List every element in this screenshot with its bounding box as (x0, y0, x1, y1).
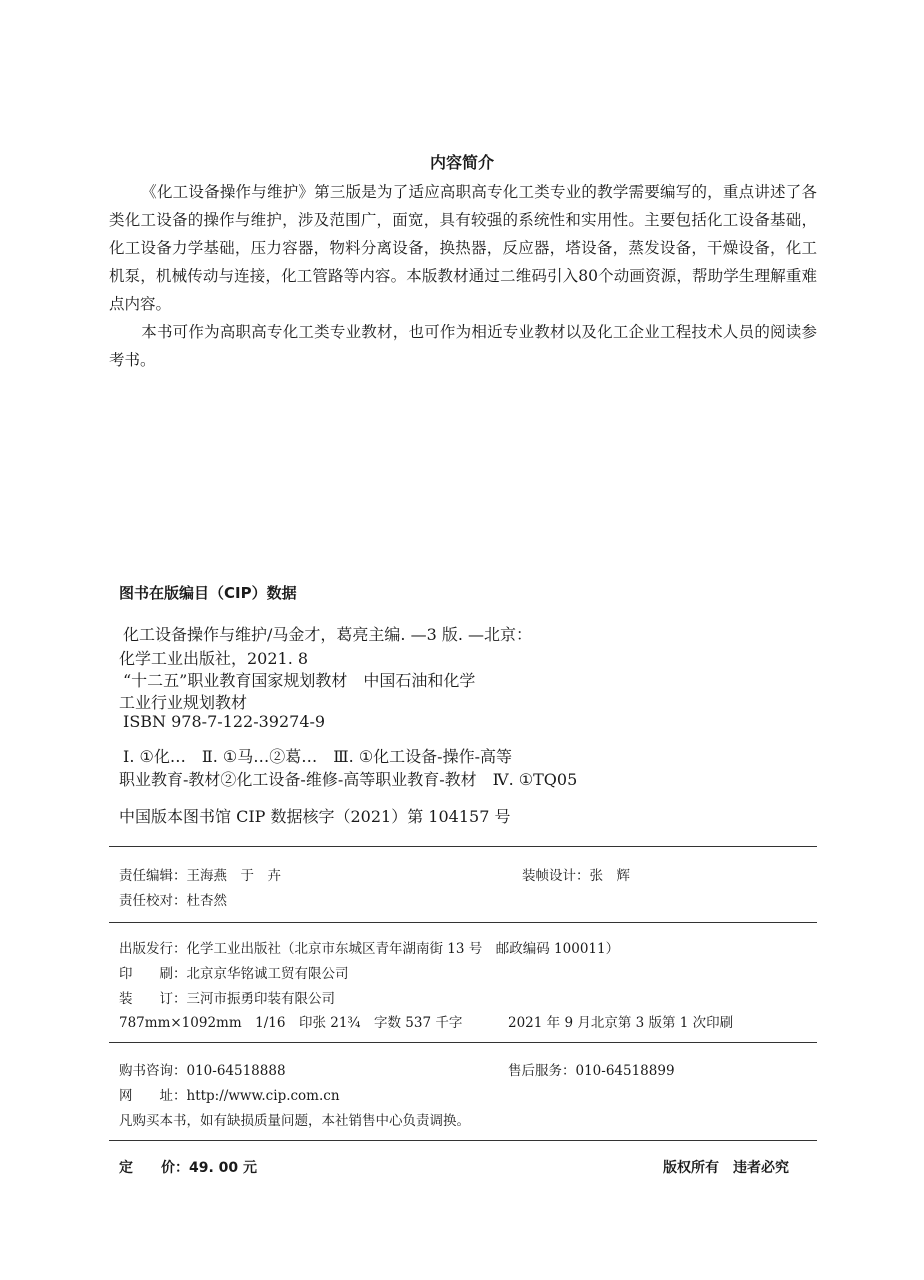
proofreader: 责任校对：杜杏然 (119, 893, 227, 909)
cip-heading: 图书在版编目（CIP）数据 (119, 584, 297, 602)
printer-info: 印 刷：北京京华铭诚工贸有限公司 (119, 966, 349, 982)
cip-line-2: 化学工业出版社，2021. 8 (119, 649, 309, 668)
service-phone: 售后服务：010-64518899 (508, 1063, 675, 1079)
divider (109, 922, 817, 923)
edition-info: 2021 年 9 月北京第 3 版第 1 次印刷 (508, 1015, 734, 1031)
cip-line-4: 工业行业规划教材 (119, 693, 248, 712)
intro-paragraph-1 (109, 178, 817, 318)
book-specs: 787mm×1092mm 1/16 印张 21¾ 字数 537 千字 (119, 1015, 463, 1031)
copyright-notice: 版权所有 违者必究 (663, 1160, 789, 1176)
intro-paragraph-2 (109, 318, 817, 374)
cip-record-number: 中国版本图书馆 CIP 数据核字（2021）第 104157 号 (119, 807, 511, 826)
price: 定 价：49. 00 元 (119, 1160, 258, 1176)
cip-line-1: 化工设备操作与维护/马金才，葛亮主编. —3 版. —北京： (123, 625, 533, 644)
responsible-editor: 责任编辑：王海燕 于 卉 (119, 868, 281, 884)
cip-line-6: Ⅰ. ①化… Ⅱ. ①马…②葛… Ⅲ. ①化工设备-操作-高等 (123, 747, 512, 766)
exchange-notice: 凡购买本书，如有缺损质量问题，本社销售中心负责调换。 (119, 1113, 470, 1129)
cip-line-3: “十二五”职业教育国家规划教材 中国石油和化学 (123, 671, 476, 690)
intro-paragraph-2-text: 本书可作为高职高专化工类专业教材，也可作为相近专业教材以及化工企业工程技术人员的阅读参考书。 (109, 323, 817, 369)
purchase-phone: 购书咨询：010-64518888 (119, 1063, 286, 1079)
website: 网 址：http://www.cip.com.cn (119, 1088, 340, 1104)
page-title: 内容简介 (429, 153, 494, 172)
divider (109, 1042, 817, 1043)
cover-designer: 装帧设计：张 辉 (522, 868, 630, 884)
intro-paragraph-1-text: 《化工设备操作与维护》第三版是为了适应高职高专化工类专业的教学需要编写的，重点讲述了各类化工设备的操作与维护，涉及范围广，面宽，具有较强的系统性和实用性。主要包括化工设备基础，化工设备力学基础，压力容器，物料分离设备，换热器，反应器，塔设备，蒸发设备，干燥设备，化工机泵，机械传动与连接，化工管路等内容。本版教材通过二维码引入80个动画资源，帮助学生理解重难点内容。 (109, 183, 817, 313)
binder-info: 装 订：三河市振勇印装有限公司 (119, 991, 335, 1007)
publisher-info: 出版发行：化学工业出版社（北京市东城区青年湖南街 13 号 邮政编码 100011） (119, 941, 620, 957)
divider (109, 1140, 817, 1141)
cip-line-7: 职业教育-教材②化工设备-维修-高等职业教育-教材 Ⅳ. ①TQ05 (119, 770, 578, 789)
cip-isbn: ISBN 978-7-122-39274-9 (123, 712, 326, 731)
divider (109, 846, 817, 847)
